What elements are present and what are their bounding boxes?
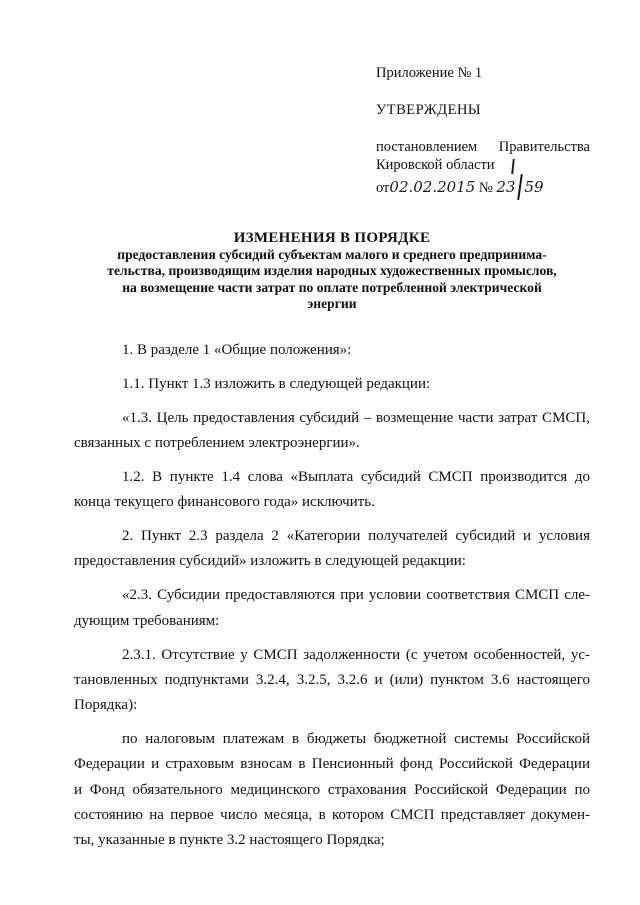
paragraph-line: Порядка): [74,697,138,714]
resolution-word: постановлением [376,139,478,155]
paragraph-line: 1. В разделе 1 «Общие положения»: [122,342,352,358]
title-main: ИЗМЕНЕНИЯ В ПОРЯДКЕ [233,230,431,246]
paragraph [74,406,590,457]
resolution-reference [376,138,590,200]
region-name: Кировской области [376,157,495,173]
title-sub-line: на возмещение части затрат по оплате потребленной электрической [122,279,542,295]
approved-label: УТВЕРЖДЕНЫ [376,102,482,118]
paragraph-line: связанных с потреблением электроэнергии». [74,435,360,452]
paragraph-line: конца текущего финансового года» исключить. [74,494,375,511]
region-line [376,156,590,174]
date-prefix: от [376,180,390,196]
title-subtitle [74,247,590,313]
appendix-label: Приложение № 1 [376,65,483,81]
title-sub-line: предоставления субсидий субъектам малого и среднего предпринима- [117,247,547,262]
paragraph-line: «1.3. Цель предоставления субсидий – возмещение части затрат СМСП, [122,409,590,426]
paragraph-line: 1.2. В пункте 1.4 слова «Выплата субсидий СМСП производится до [122,468,590,485]
document-title [74,230,590,313]
paragraph-line: состоянию на первое число месяца, в котором СМСП представляет докумен- [74,806,590,823]
government-word: Правительства [498,139,590,155]
approval-block [376,64,590,200]
paragraph [74,524,590,575]
paragraph [74,338,590,363]
paragraph [74,465,590,516]
paragraph [74,643,590,719]
number-prefix: № [478,180,493,196]
resolution-line [376,138,590,156]
title-sub-line: энергии [307,296,357,312]
title-sub-line: тельства, производящим изделия народных художественных промыслов, [107,263,557,279]
pen-mark [511,159,515,174]
paragraph-line: «2.3. Субсидии предоставляются при условии соответствия СМСП сле- [122,587,590,604]
paragraph-line: и Фонд обязательного медицинского страхования Российской Федерации по [74,781,590,798]
document-body [74,338,590,862]
handwritten-slash [518,174,524,200]
paragraph-line: 1.1. Пункт 1.3 изложить в следующей редакции: [122,375,431,392]
paragraph-line: по налоговым платежам в бюджеты бюджетной системы Российской [122,731,590,748]
paragraph-line: дующим требованиям: [74,612,220,629]
paragraph-line: ты, указанные в пункте 3.2 настоящего Порядка; [74,832,385,849]
paragraph [74,372,590,397]
paragraph-line: предоставления субсидий» изложить в следующей редакции: [74,553,466,570]
paragraph-line: тановленных подпунктами 3.2.4, 3.2.5, 3.2.6 и (или) пунктом 3.6 настоящего [74,671,590,688]
handwritten-number-2: 59 [524,178,544,196]
paragraph-line: 2.3.1. Отсутствие у СМСП задолженности (с учетом особенностей, ус- [122,646,590,663]
paragraph [74,583,590,634]
paragraph [74,727,590,853]
paragraph-line: 2. Пункт 2.3 раздела 2 «Категории получателей субсидий и условия [122,528,590,545]
handwritten-number-1: 23 [496,178,516,196]
paragraph-line: Федерации и страховым взносам в Пенсионный фонд Российской Федерации [74,756,590,773]
handwritten-date: 02.02.2015 [389,178,476,196]
date-number-line [376,174,590,200]
